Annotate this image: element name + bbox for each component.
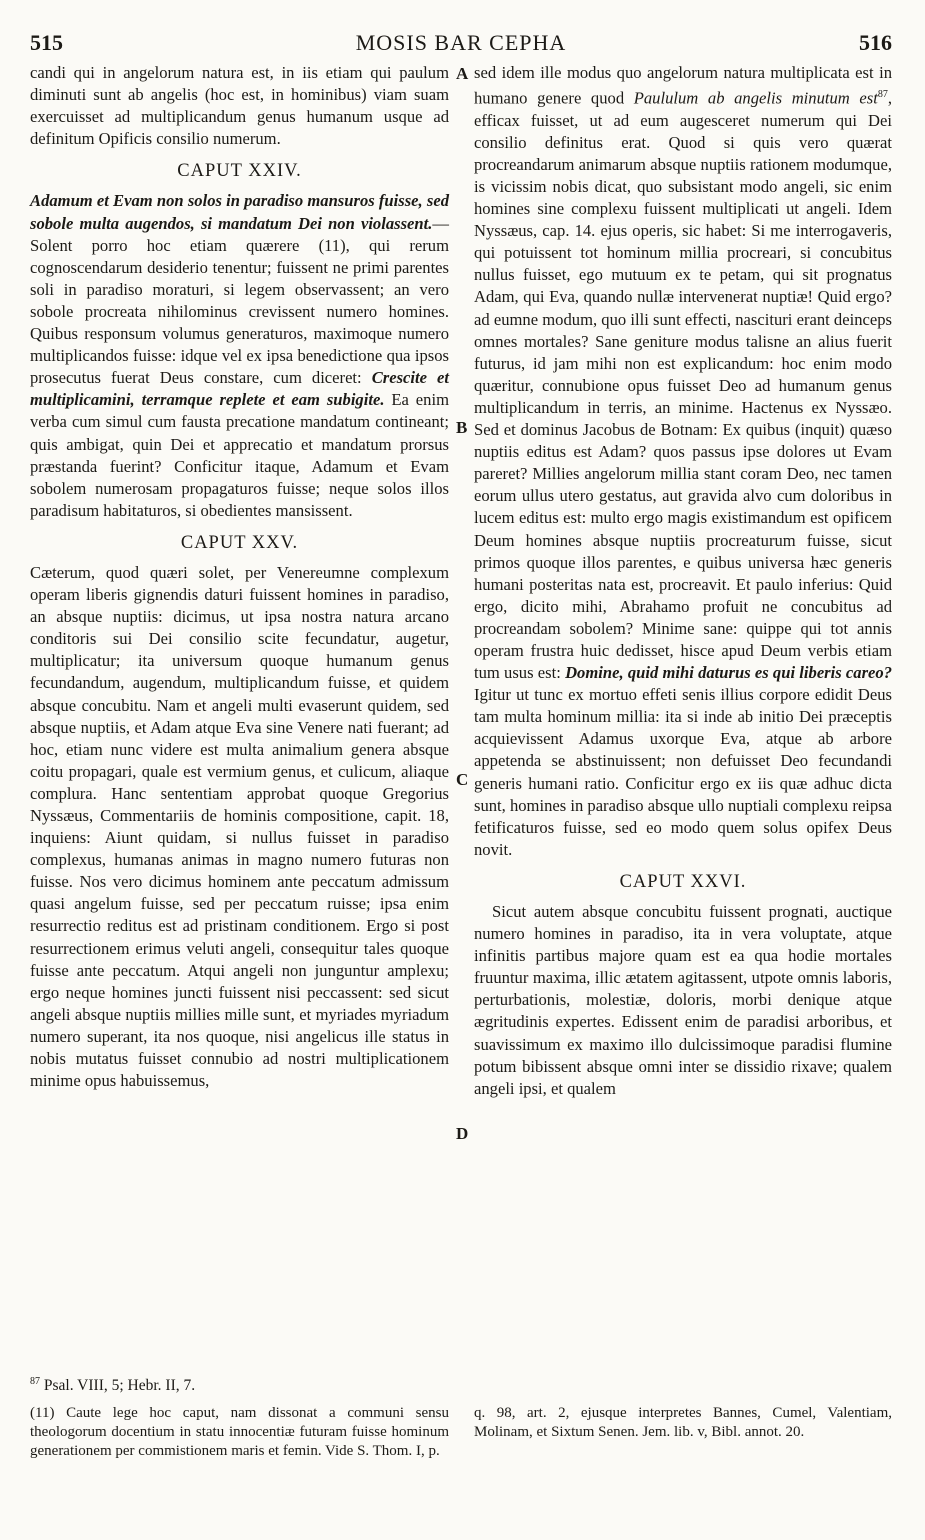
left-column — [30, 62, 449, 1092]
caput-24-text-b: Ea enim verba cum simul cum fausta precatione mandatum contineant; quis ambigat, quin Dei et apprecatio et mandatum prorsus præstanda fuerint? Conficitur itaque, Adamum et Evam sobolem numerosam propagaturos fuisse; neque solos illos paradisum habitaturos, si obedientes mansissent. — [30, 390, 449, 520]
right-cont-b: , efficax fuisset, ut ad eum augesceret numerum qui Dei consilio definitus erat. Quod si quis vero quærat procreandarum animarum absque nuptiis rationem modumque, is vicissim nobis dicat, quo subsistant modo angeli, sic enim homines sine complexu fuissent multiplicati ut angeli. Idem Nyssæus, cap. 14. ejus operis, sic habet: Si me interrogaveris, qui potuissent tot hominum millia procreari, si concubitus nullus fuisset, ego mutuum ex te petam, qui sit prognatus Adam, qui Eva, quando nullæ intervenerat nuptiæ! Quid ergo? ad eumne modum, quo illi sunt effecti, nascituri erant deinceps omnes mortales? Sane geniture modus talisne an alius fuerit futurus, id jam mihi non est explicandum: hoc enim modo quæritur, connubione opus fuisset Deo ad humanum genus multiplicandum in terris, an minime. Hactenus ex Nyssæo. Sed et dominus Jacobus de Botnam: Ex quibus (inquit) quæso nuptiis editus est Adam? quos passus ipse dolores ut Evam pareret? Millies angelorum millia stant coram Deo, nec tamen eorum ullus utero gestatus, aut gravida alvo cum doloribus in lucem editus est: multo ergo magis existimandum est opificem Deum homines absque nuptiis procreaturum fuisse, sicut primos quoque illos parentes, e quibus universa hæc generis humani posteritas nata est, procreavit. Et paulo inferius: Quid ergo, dicito mihi, Abrahamo profuit ne concubitus ad procreandam sobolem? Minime sane: quippe qui tot annis operam frustra huic dedisset, hisce apud Deum verbis etiam tum usus est: — [474, 88, 892, 683]
caput-26-heading: CAPUT XXVI. — [619, 871, 747, 892]
page-number-left: 515 — [30, 30, 63, 55]
footnote-11-left — [30, 1404, 449, 1461]
caput-24-heading: CAPUT XXIV. — [177, 161, 302, 182]
caput-25-paragraph: Cæterum, quod quæri solet, per Venereumne complexum operam liberis gignendis daturi fuissent homines in paradiso, an absque nuptiis: dicimus, ut ipsa nostra natura arcano conditoris sui Dei consilio scite fecundatur, augetur, multiplicatur; ita universum quoque humanum genus fecundandum, augendum, multiplicandum fuisse, et quidem absque concubitu. Nam et angeli multi evaserunt quidem, sed absque nuptiis, et Adam atque Eva sine Venere nati fuerant; ad hoc, etiam nunc videre est multa animalium genera absque coitu propagari, quale est vermium genus, et culicum, aliaque complura. Hanc sententiam approbat quoque Gregorius Nyssæus, Commentariis de hominis compositione, capit. 18, inquiens: Aiunt quidam, si nullus fuisset in paradiso complexus, humanas animas in magno numero futuras non fuisse. Nos vero dicimus hominem ante peccatum admissum quasi angelum fuisse, sed per peccatum ruisse; ipsa enim resurrectio reditus est ad pristinam conditionem. Ergo si post resurrectionem erimus veluti angeli, consequitur tales quoque fuisse ante peccatum. Atqui angeli non junguntur amplexu; ergo neque homines juncti fuissent nisi peccassent: sed sicut angeli absque nuptiis millies mille sunt, et myriades myriadum numero superant, ita nos quoque, nisi angelicus ille status in nobis mutatus fuisset connubio ad nostri multiplicationem minime opus habuissemus, — [30, 562, 449, 1091]
running-title: MOSIS BAR CEPHA — [355, 30, 567, 55]
footnote-87-text: Psal. VIII, 5; Hebr. II, 7. — [43, 1377, 196, 1395]
caput-24-summary: Adamum et Evam non solos in paradiso mansuros fuisse, sed sobole multa augendos, si mandatum Dei non violassent. — [30, 191, 449, 233]
footnote-87 — [30, 1372, 449, 1396]
footnote-11-right — [474, 1404, 892, 1442]
page-header — [30, 30, 892, 58]
margin-marker-a: A — [456, 64, 469, 83]
right-cont-c: Igitur ut tunc ex mortuo effeti senis illius corpore edidit Deus tam multa hominum millia: ita si inde ab initio Dei præceptis acquievissent Adamus uxorque Eva, atque ab arbore appetenda se abstinuissent; non defuisset Deo fecundandi generis humani ratio. Conficitur ergo ex iis quæ adhuc dicta sunt, homines in paradiso absque ullo nuptiali complexu reipsa fetificaturos fuisse, sed eo modo quem solus opifex Deus novit. — [474, 685, 892, 859]
caput-25-heading: CAPUT XXV. — [180, 532, 299, 553]
right-cont-quote2: Domine, quid mihi daturus es qui liberis careo? — [565, 663, 893, 683]
caput-26-paragraph: Sicut autem absque concubitu fuissent prognati, auctique numero homines in paradiso, ita in vera voluptate, atque infinitis partibus majore quam est ea qua hodie mortales fruuntur maxima, illic ætatem agitassent, utpote omnis laboris, perturbationis, molestiæ, doloris, morbi denique atque ægritudinis expertes. Edissent enim de paradisi arboribus, et suavissimum ex maximo illo dulcissimoque paradisi flumine potum bibissent absque omni inter se dissidio rixave; qualem angeli ipsi, et qualem — [474, 902, 892, 1098]
caput-24-quote: Crescite et multiplicamini, terramque replete et eam subigite. — [30, 368, 449, 410]
right-cont-a: sed idem ille modus quo angelorum natura multiplicata est in humano genere quod — [474, 63, 892, 108]
right-column — [474, 62, 892, 1100]
footnote-11-right-text: q. 98, art. 2, ejusque interpretes Bannes, Cumel, Valentiam, Molinam, et Sixtum Senen. Jem. lib. v, Bibl. annot. 20. — [474, 1405, 892, 1440]
right-cont-quote: Paululum ab angelis minutum est — [633, 88, 878, 108]
right-continuation-paragraph — [474, 62, 892, 861]
margin-marker-b: B — [456, 418, 468, 437]
page-number-right: 516 — [859, 30, 892, 55]
footnote-ref-87: 87 — [877, 89, 888, 101]
caput-24-paragraph — [30, 190, 449, 521]
margin-marker-d: D — [456, 1124, 469, 1143]
footnote-11-left-text: (11) Caute lege hoc caput, nam dissonat a communi sensu theologorum docentium in statu innocentiæ futuram fuisse hominum generationem per commistionem maris et femin. Vide S. Thom. I, p. — [30, 1405, 449, 1459]
caput-24-text-a: —Solent porro hoc etiam quærere (11), qui rerum cognoscendarum desiderio tenentur; fuissent ne primi parentes soli in paradiso moraturi, si legem observassent; an vero sobole procreata nihilominus crevissent numero homines. Quibus responsum volumus generaturos, maximoque numero multiplicandos fuisse: idque vel ex ipsa benedictione qua ipsos prosecutus fuerat Deus constare, cum diceret: — [30, 213, 449, 388]
footnote-87-mark: 87 — [30, 1376, 40, 1387]
margin-marker-c: C — [456, 770, 469, 789]
left-intro-paragraph: candi qui in angelorum natura est, in iis etiam qui paulum diminuti sunt ab angelis (hoc est, in hominibus) viam suam exercuisset ad multiplicandum genus humanum usque ad definitum Opificis consilio numerum. — [30, 63, 449, 149]
